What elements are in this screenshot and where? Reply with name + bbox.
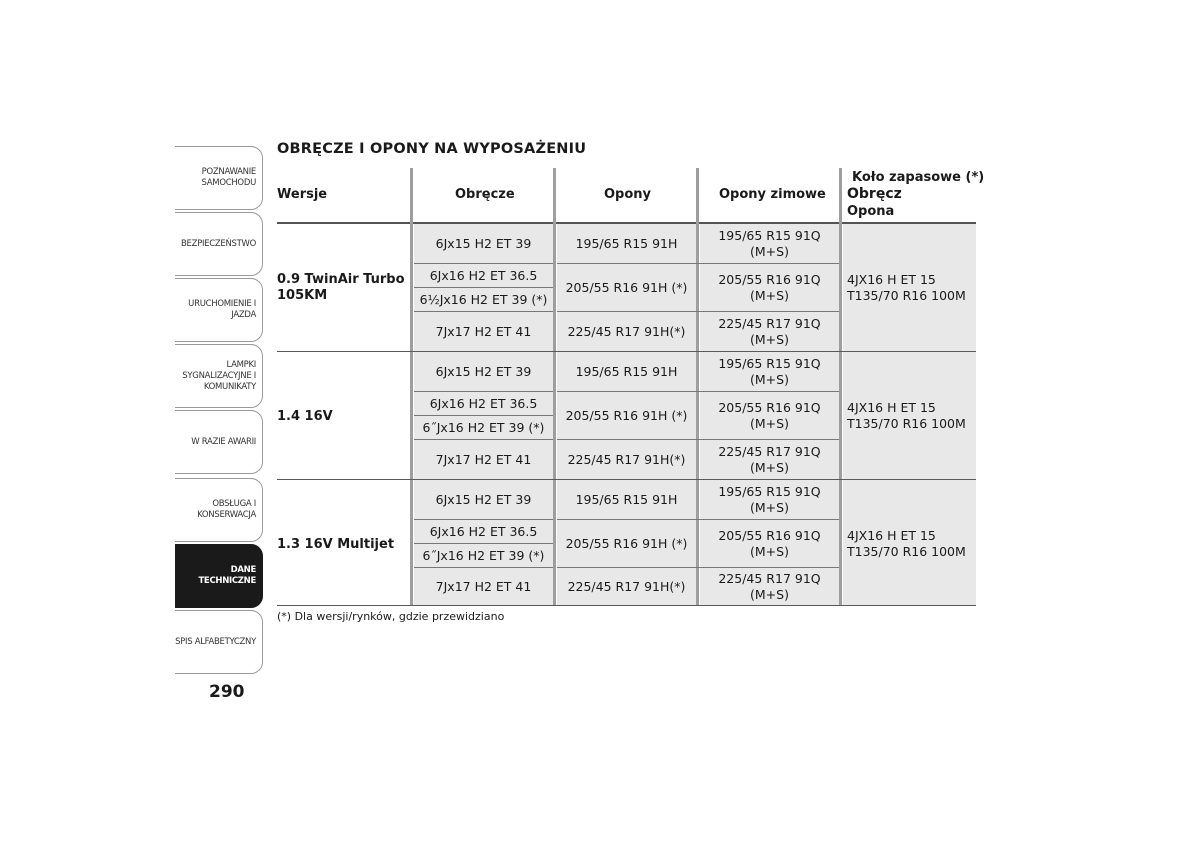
winter-tyre-size: 195/65 R15 91Q: [718, 355, 821, 371]
rim-cell: 6Jx15 H2 ET 39: [414, 224, 553, 263]
column-separator: [696, 168, 699, 606]
winter-tyre-size: 225/45 R17 91Q: [718, 443, 821, 459]
tyre-cell: 195/65 R15 91H: [557, 352, 696, 391]
table-bottom-rule: [277, 605, 976, 606]
rim-cell: 6Jx16 H2 ET 36.5: [414, 264, 553, 287]
section-title: OBRĘCZE I OPONY NA WYPOSAŻENIU: [277, 141, 587, 157]
winter-tyre-mark: (M+S): [750, 287, 789, 303]
winter-tyre-size: 195/65 R15 91Q: [718, 483, 821, 499]
tyre-cell: 225/45 R17 91H(*): [557, 440, 696, 479]
tab-poznawanie-samochodu[interactable]: [175, 146, 263, 210]
version-name: 0.9 TwinAir Turbo: [277, 272, 405, 287]
winter-tyre-mark: (M+S): [750, 243, 789, 259]
header-versions: Wersje: [277, 187, 328, 202]
spare-wheel-spec: [847, 272, 966, 304]
version-label: [277, 272, 405, 304]
tyre-cell: 205/55 R16 91H (*): [557, 392, 696, 439]
header-rims: Obręcze: [455, 187, 515, 202]
rim-cell: 6˝Jx16 H2 ET 39 (*): [414, 544, 553, 567]
winter-tyre-mark: (M+S): [750, 499, 789, 515]
tab-label: LAMPKI SYGNALIZACYJNE I KOMUNIKATY: [182, 359, 256, 392]
spare-rim: 4JX16 H ET 15: [847, 400, 936, 415]
row-rule: [414, 391, 553, 392]
winter-tyre-size: 225/45 R17 91Q: [718, 315, 821, 331]
footnote: (*) Dla wersji/rynków, gdzie przewidziano: [277, 610, 505, 623]
row-rule: [557, 519, 839, 520]
column-separator: [553, 168, 556, 606]
row-rule: [557, 391, 839, 392]
row-rule: [414, 439, 553, 440]
rim-cell: 6Jx16 H2 ET 36.5: [414, 520, 553, 543]
rim-cell: 7Jx17 H2 ET 41: [414, 440, 553, 479]
row-rule: [414, 263, 553, 264]
winter-tyre-cell: [700, 392, 839, 439]
tab-dane-techniczne[interactable]: [175, 544, 263, 608]
winter-tyre-cell: [700, 312, 839, 351]
spare-tyre: T135/70 R16 100M: [847, 416, 966, 431]
row-rule: [414, 287, 553, 288]
tab-w-razie-awarii[interactable]: [175, 410, 263, 474]
row-rule: [557, 567, 839, 568]
tyre-cell: 205/55 R16 91H (*): [557, 264, 696, 311]
winter-tyre-cell: [700, 264, 839, 311]
header-winter-tyres: Opony zimowe: [719, 187, 826, 202]
winter-tyre-size: 205/55 R16 91Q: [718, 271, 821, 287]
spare-tyre: T135/70 R16 100M: [847, 288, 966, 303]
winter-tyre-size: 225/45 R17 91Q: [718, 570, 821, 586]
tab-obsluga-i-konserwacja[interactable]: [175, 478, 263, 542]
tab-label: DANE TECHNICZNE: [198, 565, 256, 586]
version-label: [277, 537, 394, 553]
page-number: 290: [209, 682, 245, 702]
tyre-cell: 225/45 R17 91H(*): [557, 568, 696, 605]
tyre-cell: 225/45 R17 91H(*): [557, 312, 696, 351]
winter-tyre-mark: (M+S): [750, 371, 789, 387]
row-rule: [414, 311, 553, 312]
tab-bezpieczenstwo[interactable]: [175, 212, 263, 276]
row-rule: [414, 415, 553, 416]
header-spare-tyre: Opona: [847, 204, 895, 219]
winter-tyre-size: 205/55 R16 91Q: [718, 399, 821, 415]
header-tyres: Opony: [604, 187, 652, 202]
rim-cell: 6Jx15 H2 ET 39: [414, 480, 553, 519]
tab-uruchomienie-i-jazda[interactable]: [175, 278, 263, 342]
column-separator: [839, 168, 842, 606]
winter-tyre-mark: (M+S): [750, 415, 789, 431]
tab-label: BEZPIECZEŃSTWO: [181, 238, 256, 249]
rim-cell: 6Jx16 H2 ET 36.5: [414, 392, 553, 415]
winter-tyre-mark: (M+S): [750, 543, 789, 559]
version-power: 105KM: [277, 288, 328, 303]
winter-tyre-cell: [700, 352, 839, 391]
version-label: [277, 409, 333, 425]
winter-tyre-mark: (M+S): [750, 459, 789, 475]
row-rule: [557, 311, 839, 312]
winter-tyre-cell: [700, 480, 839, 519]
spare-tyre: T135/70 R16 100M: [847, 544, 966, 559]
row-rule: [414, 543, 553, 544]
row-rule: [557, 439, 839, 440]
tyre-cell: 195/65 R15 91H: [557, 224, 696, 263]
spare-wheel-spec: [847, 400, 966, 432]
tab-label: SPIS ALFABETYCZNY: [175, 636, 256, 647]
row-rule: [557, 263, 839, 264]
winter-tyre-cell: [700, 520, 839, 567]
header-spare-rim: Obręcz: [847, 186, 902, 202]
winter-tyre-cell: [700, 568, 839, 605]
tab-label: W RAZIE AWARII: [191, 436, 256, 447]
tab-label: URUCHOMIENIE I JAZDA: [188, 299, 256, 320]
winter-tyre-size: 195/65 R15 91Q: [718, 227, 821, 243]
winter-tyre-mark: (M+S): [750, 586, 789, 602]
winter-tyre-size: 205/55 R16 91Q: [718, 527, 821, 543]
rim-cell: 7Jx17 H2 ET 41: [414, 568, 553, 605]
tab-spis-alfabetyczny[interactable]: [175, 610, 263, 674]
row-rule: [414, 519, 553, 520]
spare-rim: 4JX16 H ET 15: [847, 528, 936, 543]
spare-wheel-spec: [847, 528, 966, 560]
column-separator: [410, 168, 413, 606]
tab-label: OBSŁUGA I KONSERWACJA: [197, 499, 256, 520]
winter-tyre-cell: [700, 440, 839, 479]
rim-cell: 6Jx15 H2 ET 39: [414, 352, 553, 391]
rim-cell: 7Jx17 H2 ET 41: [414, 312, 553, 351]
tyre-cell: 205/55 R16 91H (*): [557, 520, 696, 567]
winter-tyre-cell: [700, 224, 839, 263]
rim-cell: 6½Jx16 H2 ET 39 (*): [414, 288, 553, 311]
winter-tyre-mark: (M+S): [750, 331, 789, 347]
tyre-cell: 195/65 R15 91H: [557, 480, 696, 519]
tab-lampki-sygnalizacyjne[interactable]: [175, 344, 263, 408]
rim-cell: 6˝Jx16 H2 ET 39 (*): [414, 416, 553, 439]
spare-rim: 4JX16 H ET 15: [847, 272, 936, 287]
header-spare-title: Koło zapasowe (*): [852, 170, 985, 185]
tab-label: POZNAWANIE SAMOCHODU: [201, 167, 256, 188]
version-name: 1.4 16V: [277, 409, 333, 424]
version-name: 1.3 16V Multijet: [277, 537, 395, 552]
row-rule: [414, 567, 553, 568]
